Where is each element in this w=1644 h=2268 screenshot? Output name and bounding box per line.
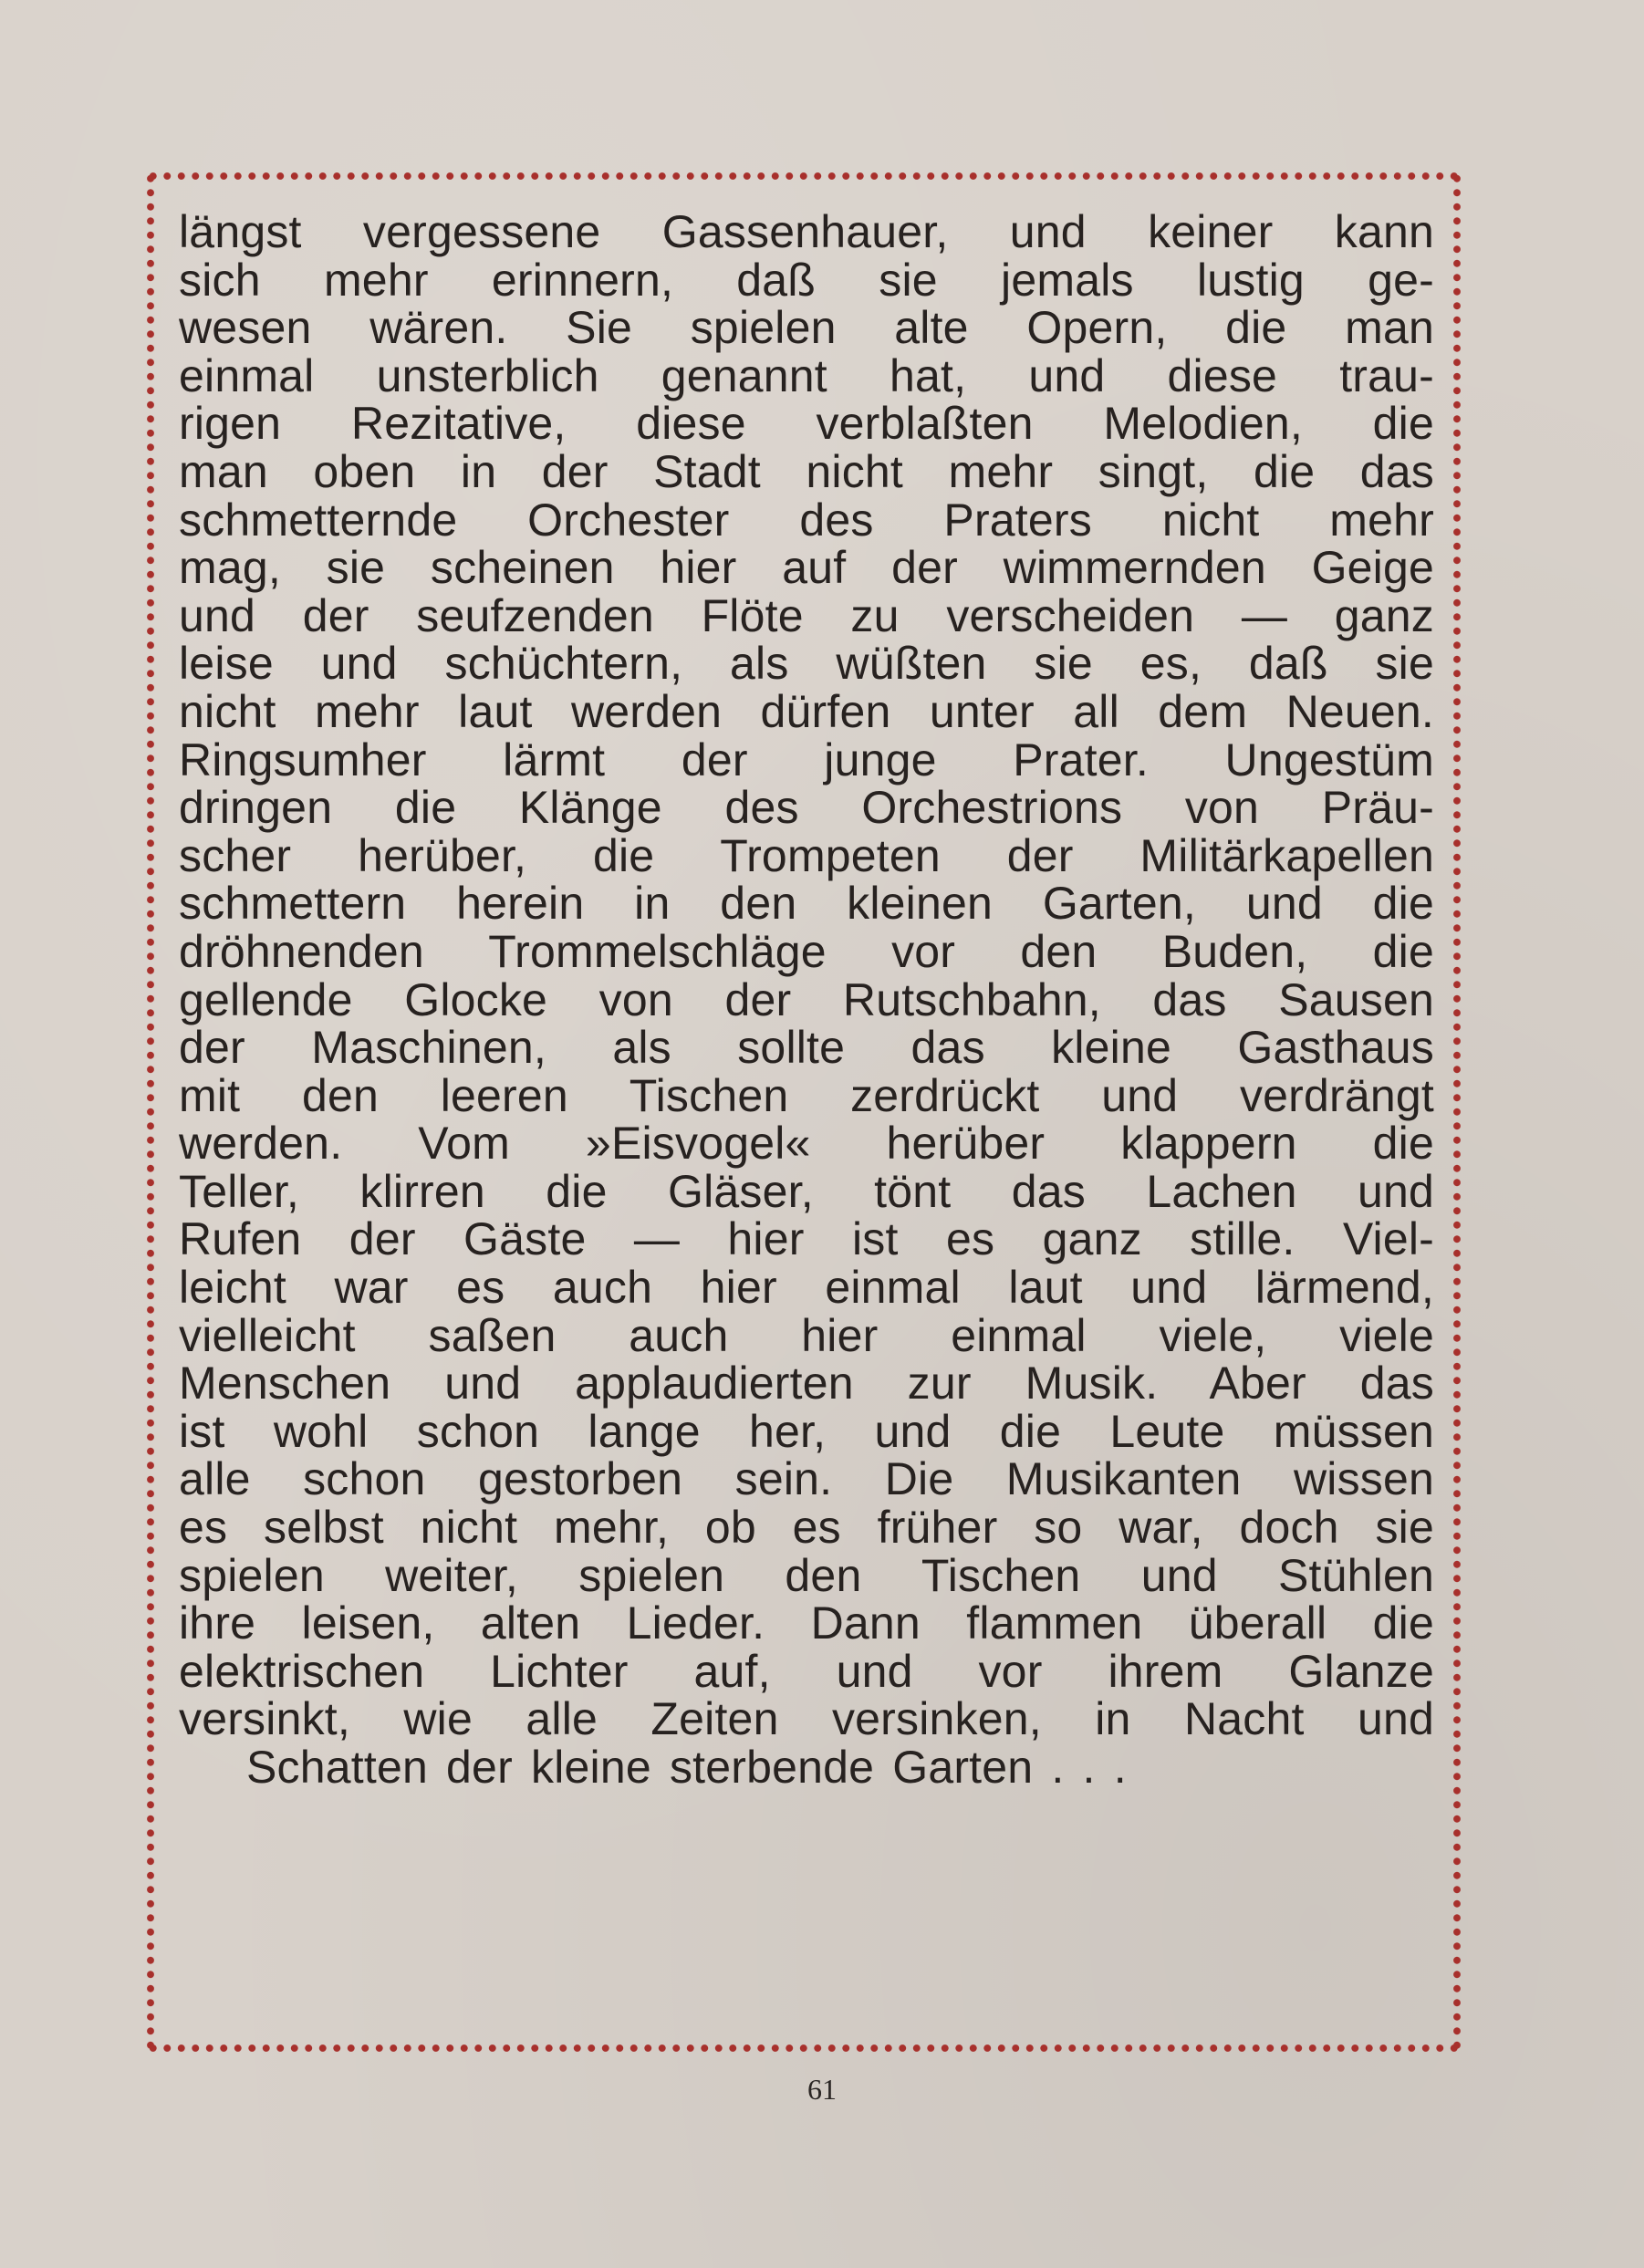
text-line: nicht mehr laut werden dürfen unter all dem Neuen. (179, 685, 1434, 737)
text-line: leise und schüchtern, als wüßten sie es, daß sie (179, 638, 1434, 690)
text-line: es selbst nicht mehr, ob es früher so war, doch sie (179, 1502, 1434, 1554)
text-line: versinkt, wie alle Zeiten versinken, in Nacht und (179, 1693, 1434, 1745)
page-number: 61 (807, 2073, 837, 2106)
text-line: scher herüber, die Trompeten der Militärkapellen (179, 829, 1434, 881)
text-line: ist wohl schon lange her, und die Leute müssen (179, 1405, 1434, 1457)
text-line: schmetternde Orchester des Praters nicht mehr (179, 494, 1434, 546)
text-line: Teller, klirren die Gläser, tönt das Lachen und (179, 1165, 1434, 1217)
text-line: werden. Vom »Eisvogel« herüber klappern die (179, 1118, 1434, 1170)
text-line: Menschen und applaudierten zur Musik. Aber das (179, 1358, 1434, 1410)
text-line: rigen Rezitative, diese verblaßten Melodien, die (179, 398, 1434, 450)
text-line: vielleicht saßen auch hier einmal viele, viele (179, 1309, 1434, 1361)
text-line: längst vergessene Gassenhauer, und keiner kann (179, 206, 1434, 257)
text-line: ihre leisen, alten Lieder. Dann flammen überall die (179, 1597, 1434, 1649)
text-line: der Maschinen, als sollte das kleine Gasthaus (179, 1022, 1434, 1074)
text-line: Ringsumher lärmt der junge Prater. Ungestüm (179, 733, 1434, 785)
text-line: schmettern herein in den kleinen Garten, und die (179, 878, 1434, 930)
text-line: gellende Glocke von der Rutschbahn, das Sausen (179, 973, 1434, 1025)
text-line: Rufen der Gäste — hier ist es ganz stille. Viel- (179, 1213, 1434, 1265)
text-line: dringen die Klänge des Orchestrions von Präu- (179, 782, 1434, 834)
text-line: mit den leeren Tischen zerdrückt und verdrängt (179, 1069, 1434, 1121)
text-line: alle schon gestorben sein. Die Musikanten wissen (179, 1453, 1434, 1505)
text-line: und der seufzenden Flöte zu verscheiden — ganz (179, 589, 1434, 641)
text-line: sich mehr erinnern, daß sie jemals lustig ge- (179, 254, 1434, 306)
text-line: mag, sie scheinen hier auf der wimmernden Geige (179, 542, 1434, 594)
frame-left-edge (146, 172, 155, 2053)
frame-right-edge (1452, 172, 1462, 2053)
frame-top-edge (146, 172, 1462, 181)
frame-bottom-edge (146, 2044, 1462, 2053)
text-line: einmal unsterblich genannt hat, und diese trau- (179, 349, 1434, 401)
text-line: man oben in der Stadt nicht mehr singt, die das (179, 445, 1434, 497)
text-line: dröhnenden Trommelschläge vor den Buden, die (179, 925, 1434, 977)
text-line: Schatten der kleine sterbende Garten . . . (246, 1742, 1127, 1793)
text-line: spielen weiter, spielen den Tischen und Stühlen (179, 1549, 1434, 1601)
text-line: elektrischen Lichter auf, und vor ihrem Glanze (179, 1645, 1434, 1697)
text-line: leicht war es auch hier einmal laut und lärmend, (179, 1262, 1434, 1314)
body-text (179, 208, 1434, 1792)
text-line: wesen wären. Sie spielen alte Opern, die man (179, 302, 1434, 354)
